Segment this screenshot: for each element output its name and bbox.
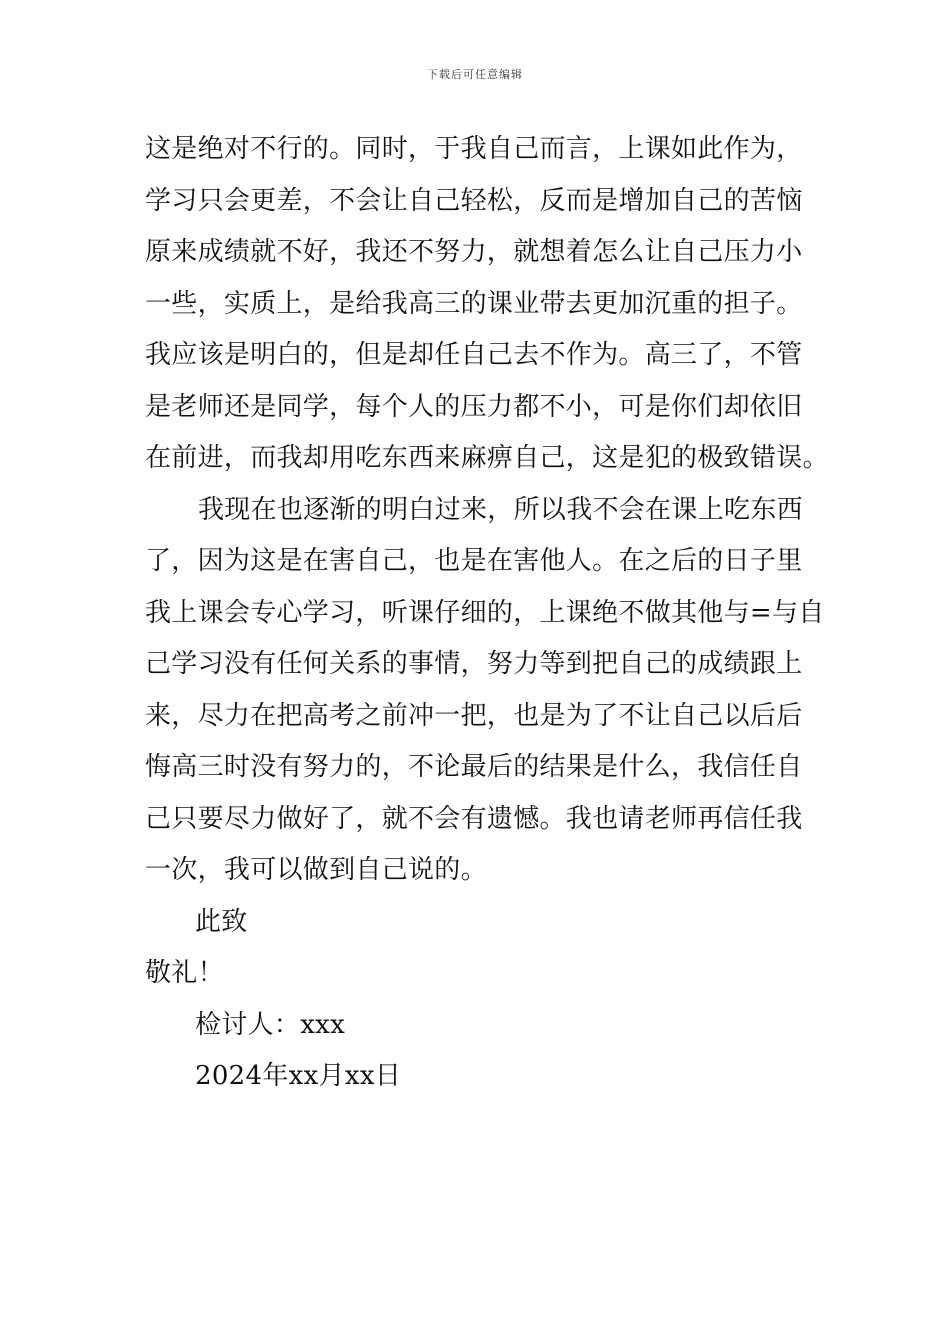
- letter-body: [145, 124, 829, 1103]
- paragraph-line: 一次，我可以做到自己说的。: [145, 855, 487, 885]
- paragraph-line: 是老师还是同学，每个人的压力都不小，可是你们却依旧: [145, 391, 803, 422]
- paragraph-line: 一些，实质上，是给我高三的课业带去更加沉重的担子。: [145, 288, 803, 319]
- paragraph-line: 原来成绩就不好，我还不努力，就想着怎么让自己压力小: [145, 237, 803, 267]
- date-line: 2024年xx月xx日: [195, 1061, 402, 1091]
- header-note: 下载后可任意编辑: [427, 68, 523, 81]
- paragraph-line: 己学习没有任何关系的事情，努力等到把自己的成绩跟上: [145, 649, 803, 679]
- paragraph-line: 我应该是明白的，但是却任自己去不作为。高三了，不管: [145, 340, 803, 370]
- paragraph-line: 己只要尽力做好了，就不会有遗憾。我也请老师再信任我: [145, 803, 803, 834]
- paragraph-line: 我现在也逐渐的明白过来，所以我不会在课上吃东西: [198, 494, 803, 525]
- paragraph-line: 这是绝对不行的。同时，于我自己而言，上课如此作为，: [145, 134, 803, 164]
- closing-regards: 敬礼！: [145, 958, 224, 988]
- paragraph-line: 了，因为这是在害自己，也是在害他人。在之后的日子里: [145, 546, 803, 576]
- signer-line: 检讨人：xxx: [195, 1009, 346, 1040]
- paragraph-line: 我上课会专心学习，听课仔细的，上课绝不做其他与=与自: [145, 597, 825, 628]
- paragraph-line: 在前进，而我却用吃东西来麻痹自己，这是犯的极致错误。: [145, 443, 829, 473]
- paragraph-line: 学习只会更差，不会让自己轻松，反而是增加自己的苦恼: [145, 185, 803, 216]
- paragraph-line: 悔高三时没有努力的，不论最后的结果是什么，我信任自: [145, 752, 803, 782]
- paragraph-line: 来，尽力在把高考之前冲一把，也是为了不让自己以后后: [145, 700, 803, 731]
- closing-salutation: 此致: [195, 906, 248, 937]
